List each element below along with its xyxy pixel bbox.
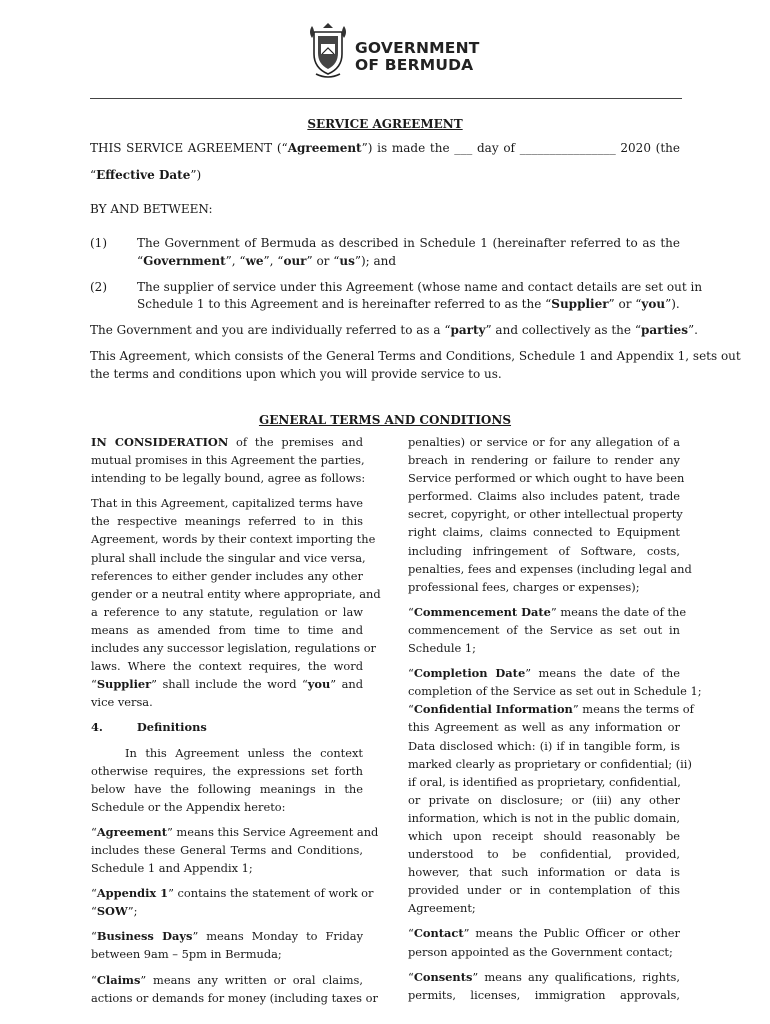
text-line: Schedule or the Appendix hereto: bbox=[91, 799, 286, 814]
text-line: vice versa. bbox=[91, 695, 153, 710]
defined-term: Commencement Date bbox=[413, 604, 551, 619]
text: “ bbox=[91, 677, 97, 692]
text-line: secret, copyright, or other intellectual property bbox=[408, 507, 683, 522]
text: ” means any written or oral claims, bbox=[140, 972, 363, 987]
intro-text: THIS SERVICE AGREEMENT (“ bbox=[90, 141, 288, 155]
defined-term: Confidential Information bbox=[413, 702, 573, 717]
text-line: including infringement of Software, costs, bbox=[408, 543, 680, 558]
party-text: ” or “ bbox=[306, 254, 340, 268]
text-line: Agreement, words by their context importing the bbox=[91, 532, 376, 547]
text: ” and bbox=[330, 677, 363, 692]
party-text: ”, “ bbox=[263, 254, 284, 268]
text-line: Service performed or which ought to have been bbox=[408, 471, 685, 486]
text-line: penalties, fees and expenses (including legal and bbox=[408, 561, 692, 576]
defined-term: Claims bbox=[96, 972, 141, 987]
defined-term: Agreement bbox=[96, 824, 167, 839]
bermuda-crest-icon bbox=[306, 22, 350, 78]
party-text: ”). bbox=[665, 297, 680, 311]
party-defined-term: Supplier bbox=[551, 297, 609, 311]
text-line: understood to be confidential, provided, bbox=[408, 847, 680, 862]
section-number: 4. bbox=[91, 720, 103, 735]
party-1-line-1: The Government of Bermuda as described in Schedule 1 (hereinafter referred to as the bbox=[137, 236, 680, 250]
intro-text: ”) is made the ___ day of ________________ 2020 (the bbox=[361, 141, 681, 155]
text-line: penalties) or service or for any allegation of a bbox=[408, 435, 680, 449]
text-line: commencement of the Service as set out in bbox=[408, 622, 680, 637]
left-column bbox=[91, 433, 381, 1007]
logo-line-2: OF BERMUDA bbox=[355, 56, 474, 74]
text-line: plural shall include the singular and vice versa, bbox=[91, 550, 366, 565]
text-line: “Appendix 1” contains the statement of work or bbox=[91, 886, 374, 901]
text-line: “Claims” means any written or oral claims, bbox=[91, 972, 363, 987]
party-text: ”, “ bbox=[225, 254, 246, 268]
para-text: ” and collectively as the “ bbox=[485, 323, 641, 337]
para-defined-term: parties bbox=[640, 323, 688, 337]
para-defined-term: party bbox=[450, 323, 486, 337]
party-1-line-2 bbox=[137, 254, 396, 268]
text-line: right claims, claims connected to Equipment bbox=[408, 525, 680, 540]
intro-line-1 bbox=[90, 141, 680, 155]
section-heading bbox=[91, 718, 363, 736]
text-line: “Contact” means the Public Officer or other bbox=[408, 926, 680, 941]
party-2-line-2 bbox=[137, 297, 680, 311]
party-number: (1) bbox=[90, 236, 107, 250]
defined-term: IN CONSIDERATION bbox=[91, 435, 229, 449]
text-line: “Agreement” means this Service Agreement and bbox=[91, 824, 379, 839]
text-line: Schedule 1 and Appendix 1; bbox=[91, 861, 253, 876]
text-line: means as amended from time to time and bbox=[91, 622, 363, 637]
text-line: references to either gender includes any other bbox=[91, 568, 363, 583]
party-defined-term: we bbox=[245, 254, 264, 268]
text: ” shall include the word “ bbox=[151, 677, 308, 692]
section-title: Definitions bbox=[136, 720, 207, 735]
gtc-heading: GENERAL TERMS AND CONDITIONS bbox=[258, 413, 512, 427]
text-line: mutual promises in this Agreement the parties, bbox=[91, 453, 365, 468]
text: of the premises and bbox=[228, 435, 363, 449]
text-line: information, which is not in the public domain, bbox=[408, 810, 680, 825]
right-column bbox=[408, 433, 702, 1004]
text-line: Data disclosed which: (i) if in tangible form, is bbox=[408, 738, 680, 753]
text-line: professional fees, charges or expenses); bbox=[408, 579, 640, 594]
defined-term: Appendix 1 bbox=[96, 886, 169, 901]
government-logo bbox=[306, 22, 480, 82]
party-number: (2) bbox=[90, 280, 107, 294]
text: ” means this Service Agreement and bbox=[166, 824, 379, 839]
para-text: The Government and you are individually referred to as a “ bbox=[90, 323, 451, 337]
party-defined-term: you bbox=[641, 297, 666, 311]
logo-wordmark bbox=[355, 40, 480, 74]
intro-defined-term: Effective Date bbox=[96, 168, 191, 182]
defined-term: Business Days bbox=[96, 929, 193, 944]
defined-term: Consents bbox=[413, 969, 473, 984]
text-line: completion of the Service as set out in Schedule 1; bbox=[408, 684, 702, 699]
by-and-between: BY AND BETWEEN: bbox=[90, 202, 213, 216]
party-text: “ bbox=[137, 254, 144, 268]
party-text: Schedule 1 to this Agreement and is hereinafter referred to as the “ bbox=[137, 297, 552, 311]
text-line: In this Agreement unless the context bbox=[125, 745, 363, 760]
intro-text: ”) bbox=[190, 168, 202, 182]
text: ” means any qualifications, rights, bbox=[472, 969, 680, 984]
agreement-consists-line-2: the terms and conditions upon which you will provide service to us. bbox=[90, 367, 502, 381]
text-line: includes these General Terms and Conditions, bbox=[91, 842, 363, 857]
text-line: includes any successor legislation, regulations or bbox=[91, 641, 376, 656]
defined-term: you bbox=[307, 677, 331, 692]
text: ” means the terms of bbox=[572, 702, 694, 717]
text-line: or private on disclosure; or (iii) any other bbox=[408, 792, 680, 807]
text-line: person appointed as the Government contact; bbox=[408, 944, 673, 959]
header-divider bbox=[90, 98, 682, 99]
text-line: permits, licenses, immigration approvals, bbox=[408, 987, 680, 1002]
party-defined-term: us bbox=[339, 254, 355, 268]
defined-term: SOW bbox=[96, 904, 128, 919]
text-line: provided under or in contemplation of this bbox=[408, 883, 680, 898]
text-line bbox=[91, 675, 363, 693]
text-line: the respective meanings referred to in this bbox=[91, 514, 363, 529]
intro-line-2 bbox=[90, 168, 201, 182]
text: ” means the date of the bbox=[525, 666, 680, 681]
defined-term: Completion Date bbox=[413, 666, 526, 681]
party-defined-term: our bbox=[283, 254, 307, 268]
text-line: a reference to any statute, regulation or law bbox=[91, 604, 363, 619]
text-line: Schedule 1; bbox=[408, 641, 476, 656]
defined-term: Supplier bbox=[96, 677, 152, 692]
text-line: this Agreement as well as any information or bbox=[408, 720, 680, 735]
text-line: between 9am – 5pm in Bermuda; bbox=[91, 947, 282, 962]
text-line: “Completion Date” means the date of the bbox=[408, 666, 680, 681]
text: ” means the Public Officer or other bbox=[463, 926, 680, 941]
text-line: performed. Claims also includes patent, trade bbox=[408, 489, 680, 504]
agreement-consists-line-1: This Agreement, which consists of the General Terms and Conditions, Schedule 1 and Appendix 1, sets out bbox=[90, 349, 741, 363]
text-line: “Business Days” means Monday to Friday bbox=[91, 929, 364, 944]
text-line: actions or demands for money (including taxes or bbox=[91, 990, 378, 1005]
text-line: Agreement; bbox=[408, 901, 476, 916]
text-line: That in this Agreement, capitalized terms have bbox=[91, 496, 363, 511]
text-line: below have the following meanings in the bbox=[91, 781, 363, 796]
text: ” means Monday to Friday bbox=[192, 929, 364, 944]
text-line: intending to be legally bound, agree as follows: bbox=[91, 471, 366, 486]
text-line: marked clearly as proprietary or confidential; (ii) bbox=[408, 756, 692, 771]
para-text: ”. bbox=[687, 323, 698, 337]
document-title: SERVICE AGREEMENT bbox=[307, 117, 463, 131]
party-text: ”); and bbox=[354, 254, 397, 268]
text-line: “Consents” means any qualifications, rights, bbox=[408, 969, 680, 984]
text-line: “SOW”; bbox=[91, 904, 138, 919]
logo-line-1: GOVERNMENT bbox=[355, 39, 480, 57]
text-line: “Commencement Date” means the date of the bbox=[408, 604, 687, 619]
intro-text: “ bbox=[90, 168, 97, 182]
text-line: otherwise requires, the expressions set forth bbox=[91, 763, 363, 778]
text-line: “Confidential Information” means the terms of bbox=[408, 702, 694, 717]
party-text: ” or “ bbox=[608, 297, 642, 311]
text-line: however, that such information or data is bbox=[408, 865, 680, 880]
intro-defined-term: Agreement bbox=[287, 141, 362, 155]
text-line: which upon receipt should reasonably be bbox=[408, 828, 680, 843]
text-line: if oral, is identified as proprietary, confidential, bbox=[408, 774, 681, 789]
parties-definition bbox=[90, 323, 698, 337]
text-line bbox=[91, 433, 363, 451]
text-line: laws. Where the context requires, the word bbox=[91, 659, 363, 674]
text-line: gender or a neutral entity where appropriate, and bbox=[91, 586, 381, 601]
defined-term: Contact bbox=[413, 926, 464, 941]
party-defined-term: Government bbox=[143, 254, 226, 268]
party-2-line-1: The supplier of service under this Agreement (whose name and contact details are set out in bbox=[137, 280, 703, 294]
text: ” means the date of the bbox=[550, 604, 687, 619]
text: ” contains the statement of work or bbox=[168, 886, 374, 901]
text: ”; bbox=[127, 904, 138, 919]
text-line: breach in rendering or failure to render any bbox=[408, 453, 680, 468]
